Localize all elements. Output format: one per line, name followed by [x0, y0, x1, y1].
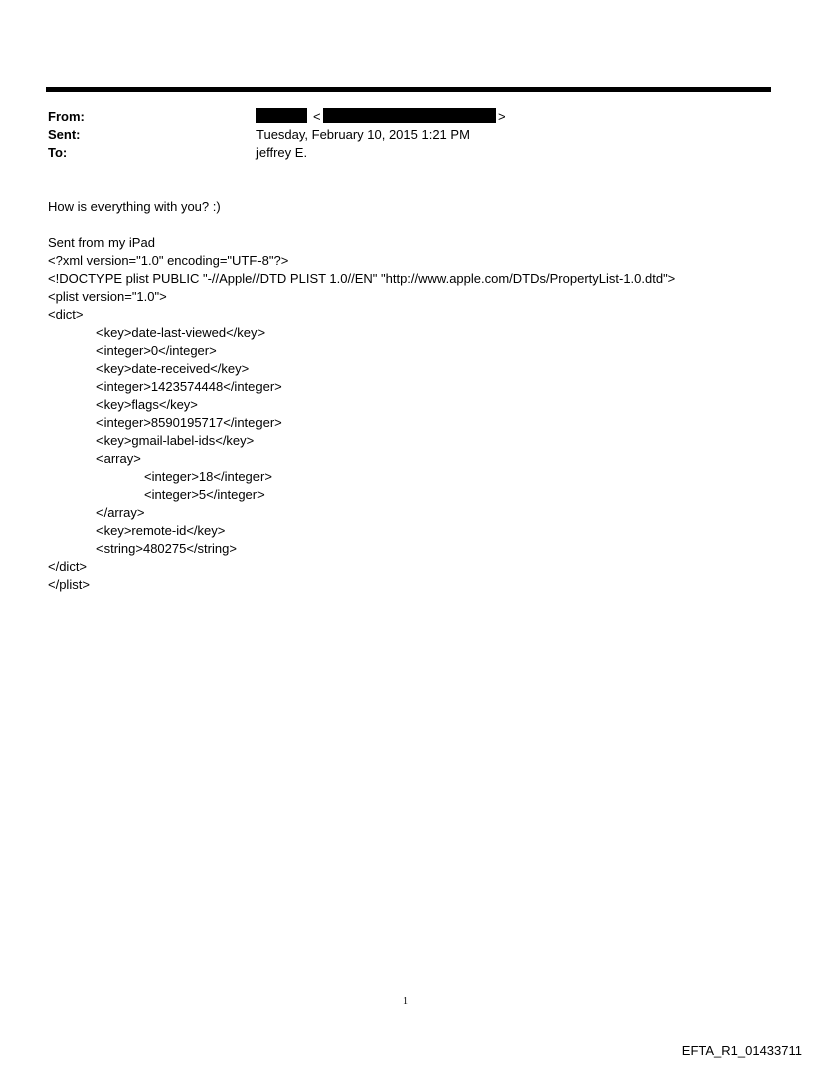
xml-line: <array> — [96, 451, 141, 466]
xml-line: </array> — [96, 505, 145, 520]
dict-open-line: <dict> — [48, 307, 84, 322]
redacted-sender-email — [323, 108, 496, 123]
xml-line: <integer>1423574448</integer> — [96, 379, 282, 394]
message-signature: Sent from my iPad — [48, 235, 155, 250]
xml-line: <integer>18</integer> — [144, 469, 272, 484]
from-label: From: — [48, 109, 85, 124]
xml-line: <string>480275</string> — [96, 541, 237, 556]
xml-line: <key>date-last-viewed</key> — [96, 325, 266, 340]
from-close-bracket: > — [498, 109, 506, 124]
xml-line: <key>remote-id</key> — [96, 523, 226, 538]
header-rule — [46, 87, 771, 92]
dict-close-line: </dict> — [48, 559, 88, 574]
message-greeting: How is everything with you? :) — [48, 199, 221, 214]
redacted-sender-name — [256, 108, 307, 123]
sent-label: Sent: — [48, 127, 81, 142]
page-number: 1 — [403, 996, 408, 1007]
xml-line: <integer>8590195717</integer> — [96, 415, 282, 430]
xml-line: <integer>5</integer> — [144, 487, 265, 502]
xml-line: <key>date-received</key> — [96, 361, 250, 376]
sent-value: Tuesday, February 10, 2015 1:21 PM — [256, 127, 470, 142]
plist-close-line: </plist> — [48, 577, 90, 592]
plist-open-line: <plist version="1.0"> — [48, 289, 167, 304]
to-label: To: — [48, 145, 68, 160]
bates-number: EFTA_R1_01433711 — [681, 1043, 802, 1058]
doctype-line: <!DOCTYPE plist PUBLIC "-//Apple//DTD PLIST 1.0//EN" "http://www.apple.com/DTDs/PropertyList-1.0.dtd"> — [48, 271, 676, 286]
to-value: jeffrey E. — [256, 145, 308, 160]
xml-line: <key>gmail-label-ids</key> — [96, 433, 255, 448]
from-open-bracket: < — [313, 109, 321, 124]
xml-line: <key>flags</key> — [96, 397, 198, 412]
xml-line: <integer>0</integer> — [96, 343, 217, 358]
xml-declaration-line: <?xml version="1.0" encoding="UTF-8"?> — [48, 253, 289, 268]
